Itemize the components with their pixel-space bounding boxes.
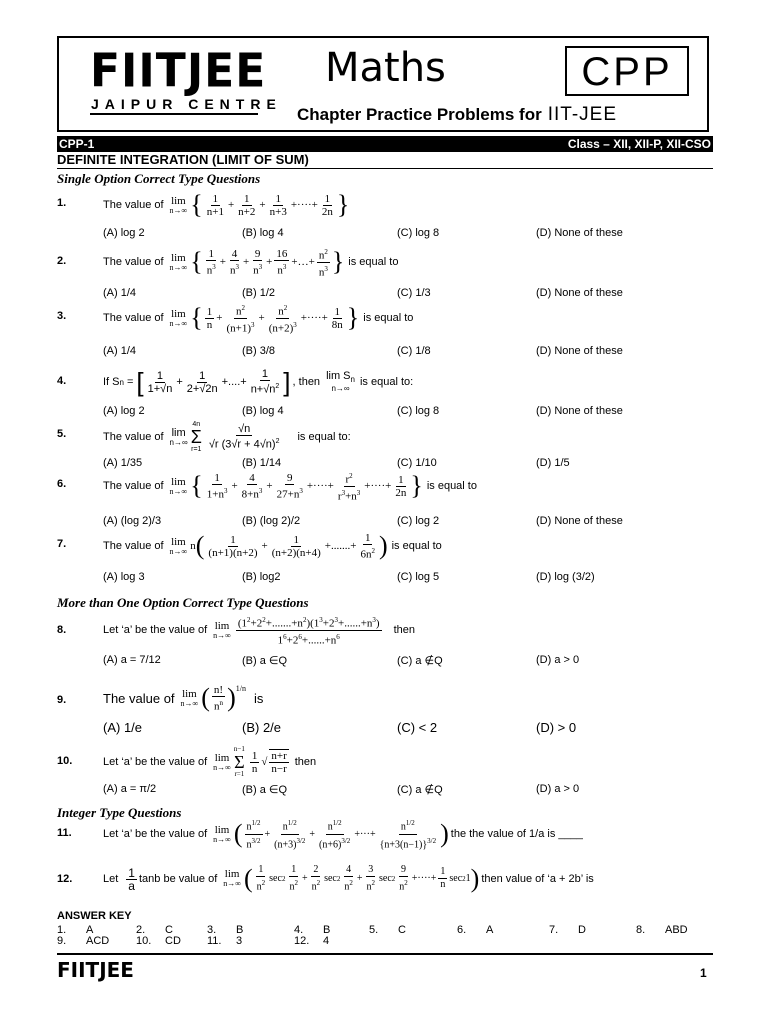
- question-2-expression: lim n→∞ { $\frac{1}{n^3}$ + $\frac{4}{n^3}$ + $\frac{9}{n^3}$ + $\frac{16}{n^3}$ +…+ $\frac{n^2}{n^3}$ }: [169, 247, 345, 279]
- question-text: The value of: [103, 256, 164, 268]
- option: (A) log 2: [103, 227, 145, 239]
- question-number: 2.: [57, 255, 67, 267]
- question-7: [103, 528, 442, 564]
- question-number: 10.: [57, 755, 73, 767]
- question-text: The value of: [103, 199, 164, 211]
- option: (B) a ∈Q: [242, 784, 288, 796]
- option: (B) 2/e: [242, 720, 282, 735]
- footer-rule: [57, 953, 713, 955]
- footer-logo: FIITJEE: [57, 958, 134, 982]
- question-text: The value of: [103, 690, 175, 706]
- topic-underline: [57, 168, 713, 169]
- question-12-expression: lim n→∞ ( $\frac{1}{n^2}$ sec 2 $\frac{1}{n^2}$ + $\frac{2}{n^2}$ sec 2 $\frac{4}{n^2}$ + $\frac{3}{n^2}$ sec 2 $\frac{9}{n^2}$ +····+ $\frac{1}{n}$ sec 2 1 ): [223, 863, 480, 893]
- question-5: [103, 418, 351, 456]
- option: (A) 1/35: [103, 457, 143, 469]
- question-text: The value of: [103, 480, 164, 492]
- option: (A) log 3: [103, 571, 145, 583]
- option: (D) None of these: [536, 287, 623, 299]
- option: (A) log 2: [103, 405, 145, 417]
- option: (A) (log 2)/3: [103, 515, 162, 527]
- chapter-line: [297, 104, 617, 126]
- answer-number: 11.: [207, 935, 222, 947]
- answer-number: 10.: [136, 935, 152, 947]
- section-multi-heading: More than One Option Correct Type Questions: [57, 595, 309, 610]
- option: (D) None of these: [536, 227, 623, 239]
- question-text: Let ‘a’ be the value of: [103, 624, 208, 636]
- option: (D) None of these: [536, 405, 623, 417]
- answer-value: B: [323, 924, 331, 936]
- class-info: Class – XII, XII-P, XII-CSO: [567, 137, 711, 151]
- option: (C) log 5: [397, 571, 440, 583]
- option: (C) 1/3: [397, 287, 431, 299]
- section-integer-heading: Integer Type Questions: [57, 805, 182, 820]
- question-suffix: is equal to: [391, 540, 442, 552]
- question-2: [103, 245, 398, 279]
- option: (A) 1/4: [103, 287, 137, 299]
- question-suffix: is equal to: [348, 256, 399, 268]
- question-suffix: then: [393, 624, 415, 636]
- question-number: 9.: [57, 694, 67, 706]
- question-suffix: is equal to:: [297, 431, 351, 443]
- question-number: 4.: [57, 375, 67, 387]
- question-text: Let: [103, 873, 119, 885]
- subject-title: Maths: [325, 45, 446, 91]
- answer-number: 4.: [294, 924, 304, 936]
- answer-value: 4: [323, 935, 330, 947]
- option: (C) a ∉Q: [397, 655, 443, 667]
- question-suffix: then value of ‘a + 2b’ is: [481, 873, 594, 885]
- fiitjee-logo: FIITJEE: [90, 44, 267, 99]
- option: (A) a = π/2: [103, 783, 157, 795]
- question-5-expression: lim n→∞ 4n Σ r=1 $\frac{√n}{√r (3√r + 4√n)^2}$: [169, 421, 280, 453]
- option: (D) a > 0: [536, 783, 580, 795]
- question-6: [103, 468, 477, 504]
- answer-value: A: [486, 924, 494, 936]
- chapter-label: Chapter Practice Problems for: [297, 105, 542, 124]
- question-text: The value of: [103, 312, 164, 324]
- option: (B) 1/2: [242, 287, 276, 299]
- question-number: 1.: [57, 197, 67, 209]
- option: (C) 1/8: [397, 345, 431, 357]
- option: (D) log (3/2): [536, 571, 595, 583]
- question-10: [103, 744, 316, 780]
- centre-name: JAIPUR CENTRE: [91, 96, 282, 112]
- exam-name: IIT-JEE: [547, 104, 617, 125]
- question-suffix: is equal to: [363, 312, 414, 324]
- question-text-2: tanb be value of: [138, 873, 218, 885]
- question-3: [103, 300, 413, 336]
- answer-value: A: [86, 924, 94, 936]
- answer-value: 3: [236, 935, 243, 947]
- question-text: Let ‘a’ be the value of: [103, 756, 208, 768]
- page-number: 1: [700, 966, 707, 980]
- option: (C) log 8: [397, 405, 440, 417]
- logo-underline: [90, 113, 258, 115]
- option: (D) 1/5: [536, 457, 570, 469]
- question-number: 7.: [57, 538, 67, 550]
- option: (C) log 8: [397, 227, 440, 239]
- question-6-expression: lim n→∞ { $\frac{1}{1+n^3}$ + $\frac{4}{8+n^3}$ + $\frac{9}{27+n^3}$ +····+ $\frac{r^2}{r^3+n^3}$ +····+ $\frac{1}{2n}$ }: [169, 471, 423, 503]
- question-7-expression: lim n→∞ n ( $\frac{1}{(n+1)(n+2)}$ + $\frac{1}{(n+2)(n+4)}$ +.......+ $\frac{1}{6n^2}$ ): [169, 531, 388, 561]
- question-suffix: the the value of 1/a is ____: [450, 828, 583, 840]
- question-suffix: is: [254, 690, 264, 706]
- question-11-expression: lim n→∞ ( $\frac{n^{1/2}}{n^{3/2}}$ + $\frac{n^{1/2}}{(n+3)^{3/2}}$ + $\frac{n^{1/2}}{(n+6)^{3/2}}$ +···+ $\frac{n^{1/2}}{\{n+3(n-1)\}^{3/2}}$ ): [213, 819, 449, 850]
- option: (D) None of these: [536, 515, 623, 527]
- answer-value: CD: [165, 935, 181, 947]
- answer-value: D: [578, 924, 586, 936]
- option: (A) a = 7/12: [103, 654, 161, 666]
- answer-value: ABD: [665, 924, 688, 936]
- question-3-expression: lim n→∞ { $\frac{1}{n}$ + $\frac{n^2}{(n+1)^3}$ + $\frac{n^2}{(n+2)^3}$ +····+ $\frac{1}{8n}$ }: [169, 303, 360, 335]
- question-number: 3.: [57, 310, 67, 322]
- cpp-number: CPP-1: [59, 137, 95, 151]
- cpp-badge: CPP: [565, 46, 689, 96]
- answer-value: C: [398, 924, 406, 936]
- question-number: 11.: [57, 827, 72, 839]
- option: (B) log 4: [242, 227, 284, 239]
- answer-key-title: ANSWER KEY: [57, 910, 132, 922]
- option: (B) 3/8: [242, 345, 276, 357]
- option: (C) < 2: [397, 720, 438, 735]
- option: (C) a ∉Q: [397, 784, 443, 796]
- question-11: [103, 816, 583, 852]
- option: (B) log2: [242, 571, 281, 583]
- option: (A) 1/4: [103, 345, 137, 357]
- answer-number: 8.: [636, 924, 646, 936]
- question-10-expression: lim n→∞ n−1 Σ r=1 $\frac{1}{n}$ √ $\frac{n+r}{n-r}$: [213, 745, 287, 778]
- option: (C) log 2: [397, 515, 440, 527]
- option: (B) a ∈Q: [242, 655, 288, 667]
- answer-value: ACD: [86, 935, 110, 947]
- answer-number: 3.: [207, 924, 217, 936]
- answer-value: C: [165, 924, 173, 936]
- answer-number: 5.: [369, 924, 379, 936]
- question-4: If S n = [ $\frac{1}{1+√n}$ + $\frac{1}{2+√2n}$ +....+ $\frac{1}{n+√n^2}$ ] , then $\lim S_n$ n→∞ is equal to:: [103, 367, 414, 397]
- question-number: 6.: [57, 478, 67, 490]
- answer-number: 7.: [549, 924, 559, 936]
- question-9: [103, 678, 263, 718]
- question-9-expression: lim n→∞ ( $\frac{n!}{n^n}$ ) 1/n: [180, 683, 246, 713]
- question-number: 5.: [57, 428, 67, 440]
- answer-value: B: [236, 924, 244, 936]
- option: (D) > 0: [536, 720, 577, 735]
- option: (A) 1/e: [103, 720, 143, 735]
- question-suffix: is equal to: [426, 480, 477, 492]
- question-1: [103, 188, 349, 222]
- option: (C) 1/10: [397, 457, 437, 469]
- question-suffix-2: is equal to:: [359, 376, 414, 388]
- topic-title: DEFINITE INTEGRATION (LIMIT OF SUM): [57, 152, 309, 167]
- answer-number: 12.: [294, 935, 310, 947]
- info-bar: [57, 136, 713, 152]
- option: (B) 1/14: [242, 457, 282, 469]
- option: (D) None of these: [536, 345, 623, 357]
- option: (B) log 4: [242, 405, 284, 417]
- answer-number: 6.: [457, 924, 467, 936]
- answer-number: 2.: [136, 924, 146, 936]
- answer-number: 9.: [57, 935, 67, 947]
- question-suffix: then: [294, 756, 317, 768]
- question-text: Let ‘a’ be the value of: [103, 828, 208, 840]
- question-4-expression: [ $\frac{1}{1+√n}$ + $\frac{1}{2+√2n}$ +....+ $\frac{1}{n+√n^2}$ ]: [136, 367, 291, 397]
- question-number: 12.: [57, 873, 73, 885]
- question-8-expression: lim n→∞ $\frac{(1^2+2^2+.......+n^2)(1^3+2^3+......+n^3)}{1^6+2^6+......+n^6}$: [213, 615, 380, 647]
- option: (D) a > 0: [536, 654, 580, 666]
- option: (B) (log 2)/2: [242, 515, 301, 527]
- question-text: The value of: [103, 431, 164, 443]
- question-text: If S: [103, 376, 120, 388]
- answer-number: 1.: [57, 924, 67, 936]
- question-number: 8.: [57, 624, 67, 636]
- question-suffix: , then: [292, 376, 321, 388]
- question-12: Let $\frac{1}{a}$ tanb be value of lim n→∞ ( $\frac{1}{n^2}$ sec 2 $\frac{1}{n^2}$ + $\frac{2}{n^2}$ sec 2 $\frac{4}{n^2}$ + $\frac{3}{n^2}$ sec 2 $\frac{9}{n^2}$ +····+ $\frac{1}{n}$ sec 2 1 ) then value of ‘a + 2b’ is: [103, 863, 594, 893]
- question-1-expression: lim n→∞ { $\frac{1}{n+1}$ + $\frac{1}{n+2}$ + $\frac{1}{n+3}$ +····+ $\frac{1}{2n}$ }: [169, 190, 350, 219]
- question-8: [103, 612, 415, 648]
- section-single-heading: Single Option Correct Type Questions: [57, 171, 261, 186]
- question-text: The value of: [103, 540, 164, 552]
